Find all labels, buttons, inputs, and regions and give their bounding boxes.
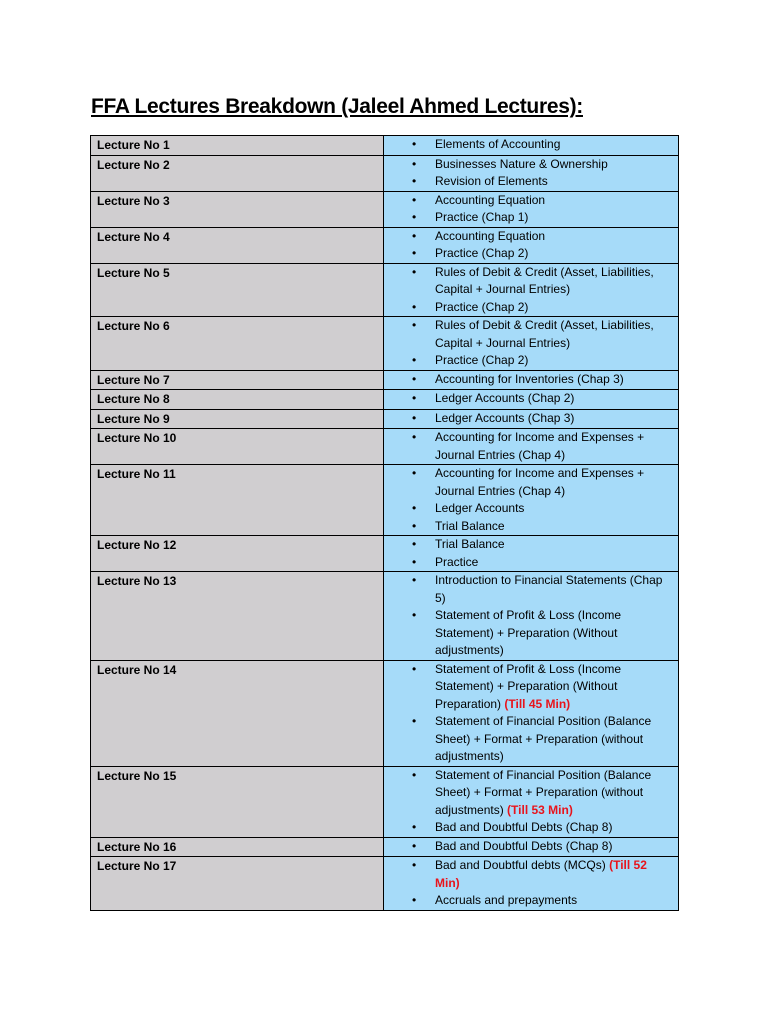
lecture-topics-cell [384,465,679,536]
list-item [384,819,678,837]
list-item [384,661,678,714]
lecture-number-cell: Lecture No 5 [91,263,384,317]
topic-text: Practice (Chap 2) [435,353,529,367]
table-row [91,429,679,465]
bullet-icon: • [412,137,417,151]
bullet-icon: • [412,858,417,872]
lecture-number-cell: Lecture No 14 [91,660,384,766]
bullet-icon: • [412,608,417,622]
topic-text: Rules of Debit & Credit (Asset, Liabilities, Capital + Journal Entries) [435,264,654,296]
duration-note: (Till 52 Min) [435,858,647,890]
topic-list [384,192,678,227]
table-row [91,390,679,410]
topic-list [384,390,678,408]
table-row [91,370,679,390]
list-item [384,209,678,227]
bullet-icon: • [412,430,417,444]
lecture-number-cell: Lecture No 3 [91,191,384,227]
lecture-topics-cell [384,429,679,465]
bullet-icon: • [412,391,417,405]
topic-text: Practice [435,554,479,569]
topic-text: Ledger Accounts [435,501,525,515]
list-item [384,390,678,408]
bullet-icon: • [412,573,417,587]
list-item [384,136,678,154]
topic-text: Practice (Chap 2) [435,299,529,314]
topic-text: Accounting for Income and Expenses + Journal Entries (Chap 4) [435,430,645,462]
bullet-icon: • [412,174,417,188]
lecture-topics-cell [384,409,679,429]
topic-text: Trial Balance [435,537,505,551]
list-item [384,228,678,246]
bullet-icon: • [412,156,417,171]
lecture-topics-cell [384,136,679,156]
topic-text: Statement of Profit & Loss (Income Statement) + Preparation (Without adjustments) [435,608,622,657]
lecture-number-cell: Lecture No 11 [91,465,384,536]
list-item [384,892,678,910]
list-item [384,173,678,191]
list-item [384,371,678,389]
topic-text: Ledger Accounts (Chap 3) [435,410,575,425]
list-item [384,156,678,174]
list-item [384,410,678,428]
lecture-topics-cell [384,857,679,911]
bullet-icon: • [412,518,417,533]
topic-text: Accounting Equation [435,228,546,243]
bullet-icon: • [412,192,417,207]
list-item [384,245,678,263]
topic-text: Bad and Doubtful debts (MCQs) [435,858,606,872]
bullet-icon: • [412,264,417,279]
topic-text: Accounting for Inventories (Chap 3) [435,371,624,386]
topic-list [384,317,678,370]
bullet-icon: • [412,554,417,569]
lecture-number-cell: Lecture No 1 [91,136,384,156]
lecture-number-cell: Lecture No 12 [91,536,384,572]
topic-list [384,767,678,837]
topic-text: Statement of Profit & Loss (Income Statement) + Preparation (Without Preparation) [435,661,622,711]
topic-list [384,228,678,263]
bullet-icon: • [412,838,417,853]
lecture-topics-cell [384,263,679,317]
lecture-topics-cell [384,227,679,263]
bullet-icon: • [412,820,417,834]
list-item [384,465,678,500]
table-row [91,465,679,536]
topic-text: Trial Balance [435,518,505,533]
bullet-icon: • [412,501,417,515]
lecture-number-cell: Lecture No 7 [91,370,384,390]
bullet-icon: • [412,299,417,314]
table-row [91,837,679,857]
table-row [91,136,679,156]
bullet-icon: • [412,893,417,907]
list-item [384,838,678,856]
topic-list [384,264,678,317]
duration-note: (Till 45 Min) [504,696,571,711]
topic-list [384,536,678,571]
list-item [384,429,678,464]
topic-text: Accounting for Income and Expenses + Journal Entries (Chap 4) [435,466,645,498]
topic-list [384,136,678,154]
table-row [91,572,679,661]
topic-text: Ledger Accounts (Chap 2) [435,391,575,405]
topic-text: Bad and Doubtful Debts (Chap 8) [435,820,613,834]
list-item [384,572,678,607]
lecture-topics-cell [384,370,679,390]
topic-text: Revision of Elements [435,174,548,188]
lecture-topics-cell [384,155,679,191]
lecture-topics-cell [384,572,679,661]
topic-text: Rules of Debit & Credit (Asset, Liabilities, Capital + Journal Entries) [435,318,654,350]
bullet-icon: • [412,210,417,224]
lectures-table [90,135,679,911]
topic-text: Statement of Financial Position (Balance Sheet) + Format + Preparation (without adjustments) [435,714,652,763]
bullet-icon: • [412,466,417,480]
bullet-icon: • [412,318,417,332]
lecture-topics-cell [384,766,679,837]
lecture-topics-cell [384,191,679,227]
list-item [384,299,678,317]
list-item [384,518,678,536]
list-item [384,317,678,352]
list-item [384,352,678,370]
table-row [91,155,679,191]
bullet-icon: • [412,537,417,551]
duration-note: (Till 53 Min) [507,802,573,817]
topic-text: Bad and Doubtful Debts (Chap 8) [435,838,613,853]
lecture-number-cell: Lecture No 2 [91,155,384,191]
topic-list [384,465,678,535]
topic-text: Practice (Chap 2) [435,246,529,260]
lecture-number-cell: Lecture No 9 [91,409,384,429]
topic-list [384,572,678,660]
topic-list [384,410,678,428]
table-row [91,191,679,227]
list-item [384,264,678,299]
lecture-topics-cell [384,317,679,371]
lecture-topics-cell [384,390,679,410]
topic-text: Accruals and prepayments [435,893,578,907]
lecture-number-cell: Lecture No 16 [91,837,384,857]
list-item [384,607,678,660]
topic-text: Businesses Nature & Ownership [435,156,608,171]
lectures-table-body [91,136,679,911]
list-item [384,536,678,554]
topic-text: Statement of Financial Position (Balance Sheet) + Format + Preparation (without adjustments) [435,767,652,817]
bullet-icon: • [412,353,417,367]
topic-text: Practice (Chap 1) [435,210,529,224]
list-item [384,554,678,572]
bullet-icon: • [412,371,417,386]
topic-text: Introduction to Financial Statements (Chap 5) [435,573,663,605]
lecture-number-cell: Lecture No 10 [91,429,384,465]
table-row [91,536,679,572]
topic-list [384,857,678,910]
topic-list [384,429,678,464]
bullet-icon: • [412,714,417,728]
lecture-number-cell: Lecture No 8 [91,390,384,410]
bullet-icon: • [412,246,417,260]
topic-list [384,661,678,766]
bullet-icon: • [412,661,417,676]
list-item [384,767,678,820]
table-row [91,766,679,837]
list-item [384,857,678,892]
table-row [91,857,679,911]
lecture-number-cell: Lecture No 4 [91,227,384,263]
topic-list [384,371,678,389]
lecture-number-cell: Lecture No 15 [91,766,384,837]
table-row [91,317,679,371]
lecture-number-cell: Lecture No 6 [91,317,384,371]
lecture-number-cell: Lecture No 13 [91,572,384,661]
page-title: FFA Lectures Breakdown (Jaleel Ahmed Lectures): [91,95,583,118]
lecture-topics-cell [384,660,679,766]
topic-list [384,838,678,856]
bullet-icon: • [412,767,417,782]
topic-text: Elements of Accounting [435,137,561,151]
topic-text: Accounting Equation [435,192,546,207]
lecture-topics-cell [384,837,679,857]
bullet-icon: • [412,228,417,243]
table-row [91,409,679,429]
list-item [384,500,678,518]
topic-list [384,156,678,191]
table-row [91,660,679,766]
table-row [91,263,679,317]
list-item [384,713,678,766]
list-item [384,192,678,210]
table-row [91,227,679,263]
lecture-number-cell: Lecture No 17 [91,857,384,911]
lecture-topics-cell [384,536,679,572]
bullet-icon: • [412,410,417,425]
